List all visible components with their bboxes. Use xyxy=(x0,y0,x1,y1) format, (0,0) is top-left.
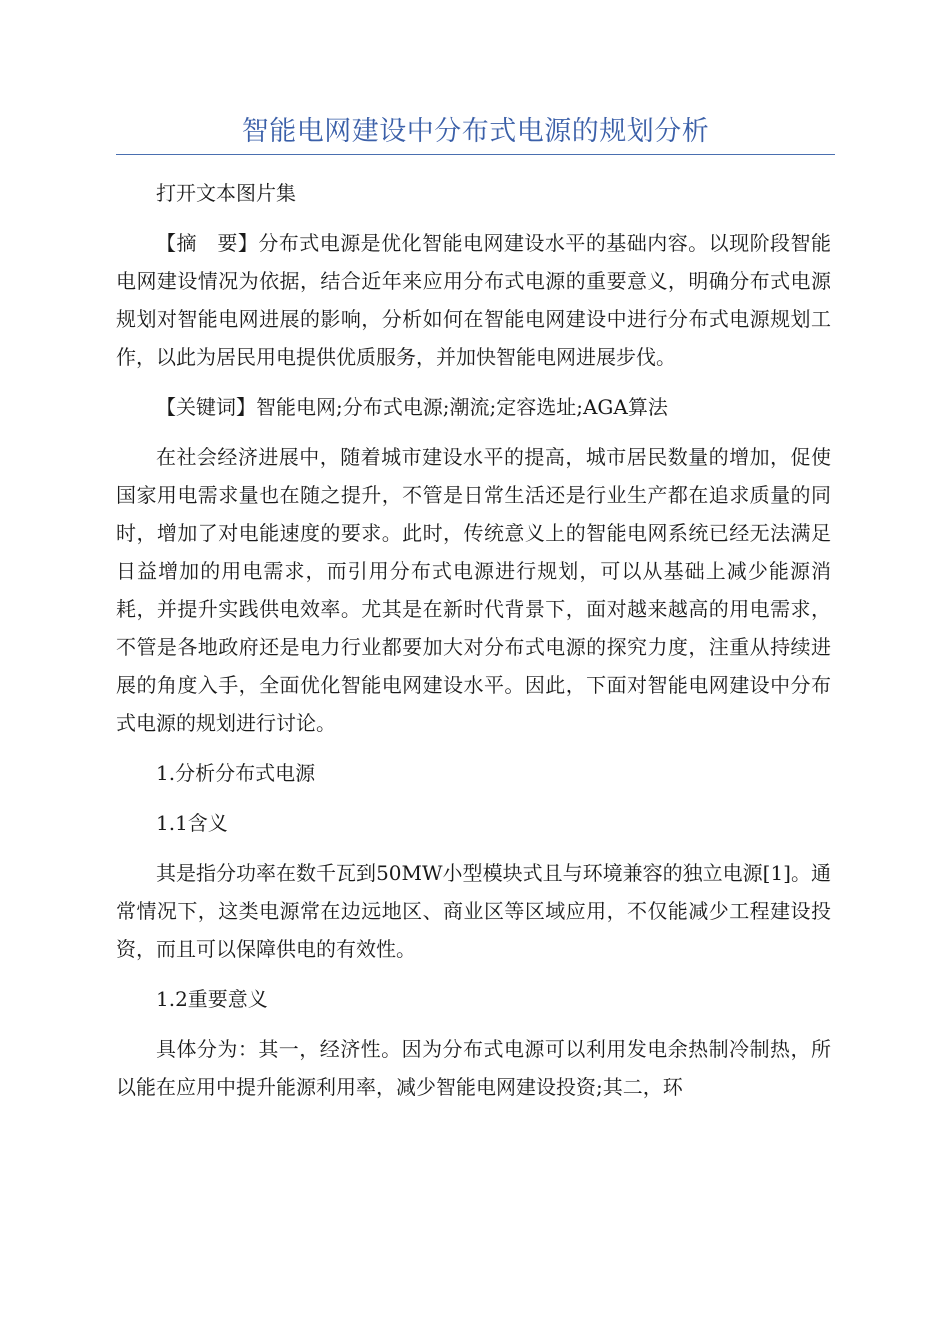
document-title: 智能电网建设中分布式电源的规划分析 xyxy=(241,116,710,147)
subsection-heading-1-1: 1.1含义 xyxy=(156,811,228,835)
document-body xyxy=(116,174,831,1118)
subsection-heading-1-2: 1.2重要意义 xyxy=(156,987,268,1011)
intro-paragraph: 在社会经济进展中，随着城市建设水平的提高，城市居民数量的增加，促使国家用电需求量也在随之提升，不管是日常生活还是行业生产都在追求质量的同时，增加了对电能速度的要求。此时，传统意义上的智能电网系统已经无法满足日益增加的用电需求，而引用分布式电源进行规划，可以从基础上减少能源消耗，并提升实践供电效率。尤其是在新时代背景下，面对越来越高的用电需求，不管是各地政府还是电力行业都要加大对分布式电源的探究力度，注重从持续进展的角度入手，全面优化智能电网建设水平。因此，下面对智能电网建设中分布式电源的规划进行讨论。 xyxy=(116,445,831,735)
abstract-paragraph: 【摘 要】分布式电源是优化智能电网建设水平的基础内容。以现阶段智能电网建设情况为依据，结合近年来应用分布式电源的重要意义，明确分布式电源规划对智能电网进展的影响，分析如何在智能电网建设中进行分布式电源规划工作，以此为居民用电提供优质服务，并加快智能电网进展步伐。 xyxy=(116,231,831,369)
image-collection-link-text: 打开文本图片集 xyxy=(156,181,296,205)
significance-paragraph: 具体分为：其一，经济性。因为分布式电源可以利用发电余热制冷制热，所以能在应用中提升能源利用率，减少智能电网建设投资;其二，环 xyxy=(116,1037,831,1099)
definition-paragraph: 其是指分功率在数千瓦到50MW小型模块式且与环境兼容的独立电源[1]。通常情况下，这类电源常在边远地区、商业区等区域应用，不仅能减少工程建设投资，而且可以保障供电的有效性。 xyxy=(116,861,831,961)
section-heading-1: 1.分析分布式电源 xyxy=(156,761,316,785)
keywords-paragraph: 【关键词】智能电网;分布式电源;潮流;定容选址;AGA算法 xyxy=(156,395,668,419)
title-underline xyxy=(116,154,835,155)
